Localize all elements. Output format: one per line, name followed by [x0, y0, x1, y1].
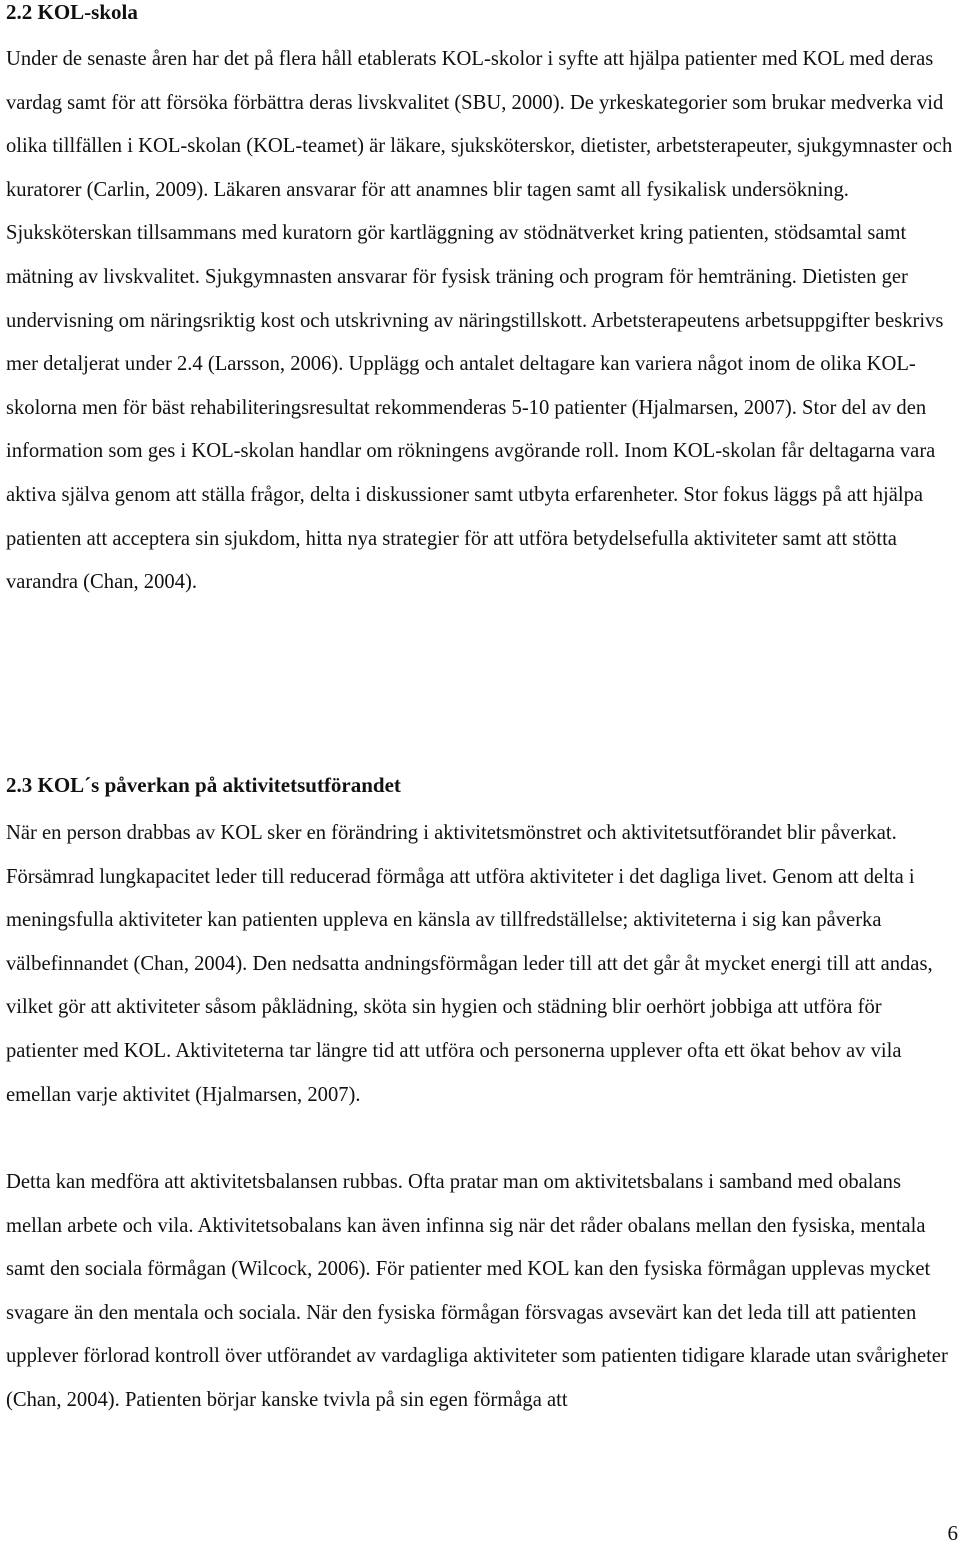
paragraph-aktivitetsutforande: När en person drabbas av KOL sker en förändring i aktivitetsmönstret och aktivitetsutförandet blir påverkat. Försämrad lungkapacitet leder till reducerad förmåga att utföra aktiviteter i det dagliga livet. Genom att delta i meningsfulla aktiviteter kan patienten uppleva en känsla av tillfredställelse; aktiviteterna i sig kan påverka välbefinnandet (Chan, 2004). Den nedsatta andningsförmågan leder till att det går åt mycket energi till att andas, vilket gör att aktiviteter såsom påklädning, sköta sin hygien och städning blir oerhört jobbiga att utföra för patienter med KOL. Aktiviteterna tar längre tid att utföra och personerna upplever ofta ett ökat behov av vila emellan varje aktivitet (Hjalmarsen, 2007). [6, 822, 933, 1106]
page-number: 6 [947, 1521, 958, 1545]
section-heading-kol-paverkan: 2.3 KOL´s påverkan på aktivitetsutförandet [6, 773, 401, 797]
section-heading-kol-skola: 2.2 KOL-skola [6, 0, 138, 24]
paragraph-aktivitetsbalans: Detta kan medföra att aktivitetsbalansen rubbas. Ofta pratar man om aktivitetsbalans i samband med obalans mellan arbete och vila. Aktivitetsobalans kan även infinna sig när det råder obalans mellan den fysiska, mentala samt den sociala förmågan (Wilcock, 2006). För patienter med KOL kan den fysiska förmågan upplevas mycket svagare än den mentala och sociala. När den fysiska förmågan försvagas avsevärt kan det leda till att patienten upplever förlorad kontroll över utförandet av vardagliga aktiviteter som patienten tidigare klarade utan svårigheter (Chan, 2004). Patienten börjar kanske tvivla på sin egen förmåga att [6, 1171, 948, 1411]
paragraph-kol-skola: Under de senaste åren har det på flera håll etablerats KOL-skolor i syfte att hjälpa patienter med KOL med deras vardag samt för att försöka förbättra deras livskvalitet (SBU, 2000). De yrkeskategorier som brukar medverka vid olika tillfällen i KOL-skolan (KOL-teamet) är läkare, sjuksköterskor, dietister, arbetsterapeuter, sjukgymnaster och kuratorer (Carlin, 2009). Läkaren ansvarar för att anamnes blir tagen samt all fysikalisk undersökning. Sjuksköterskan tillsammans med kuratorn gör kartläggning av stödnätverket kring patienten, stödsamtal samt mätning av livskvalitet. Sjukgymnasten ansvarar för fysisk träning och program för hemträning. Dietisten ger undervisning om näringsriktig kost och utskrivning av näringstillskott. Arbetsterapeutens arbetsuppgifter beskrivs mer detaljerat under 2.4 (Larsson, 2006). Upplägg och antalet deltagare kan variera något inom de olika KOL-skolorna men för bäst rehabiliteringsresultat rekommenderas 5-10 patienter (Hjalmarsen, 2007). Stor del av den information som ges i KOL-skolan handlar om rökningens avgörande roll. Inom KOL-skolan får deltagarna vara aktiva själva genom att ställa frågor, delta i diskussioner samt utbyta erfarenheter. Stor fokus läggs på att hjälpa patienten att acceptera sin sjukdom, hitta nya strategier för att utföra betydelsefulla aktiviteter samt att stötta varandra (Chan, 2004). [6, 48, 953, 594]
